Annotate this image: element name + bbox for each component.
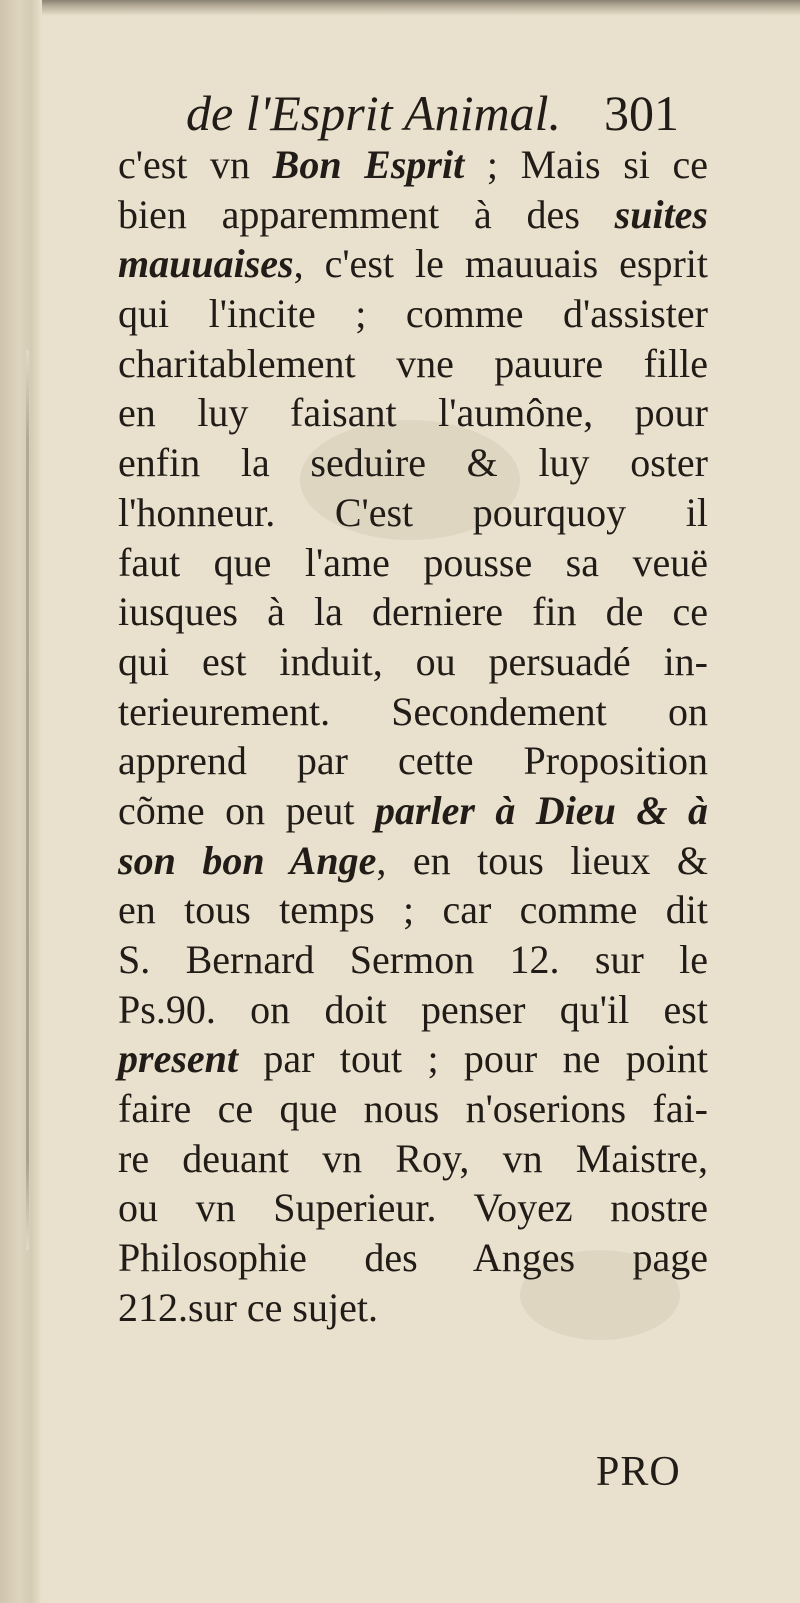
text-line bbox=[118, 637, 708, 687]
binding-shadow bbox=[26, 350, 29, 1250]
text-segment: faire ce que nous n'oserions fai- bbox=[118, 1086, 708, 1132]
text-line bbox=[118, 687, 708, 737]
page-top-edge bbox=[0, 0, 800, 16]
text-line bbox=[118, 339, 708, 389]
text-segment: c'est vn bbox=[118, 142, 273, 187]
text-line bbox=[118, 488, 708, 538]
catchword: PRO bbox=[596, 1449, 681, 1495]
italic-phrase: mauuaises bbox=[118, 241, 294, 287]
page-text-block bbox=[118, 86, 708, 1333]
book-gutter bbox=[0, 0, 42, 1603]
text-line bbox=[118, 1233, 708, 1283]
text-line bbox=[118, 1084, 708, 1134]
text-segment: en tous temps ; car comme dit bbox=[118, 887, 708, 933]
text-line bbox=[118, 438, 708, 488]
text-line bbox=[118, 538, 708, 588]
text-segment: Ps.90. on doit penser qu'il est bbox=[118, 986, 708, 1032]
text-line bbox=[118, 1034, 708, 1084]
italic-phrase: Bon Esprit bbox=[272, 142, 465, 187]
text-line bbox=[118, 1183, 708, 1233]
text-segment: , c'est le mauuais esprit bbox=[293, 241, 708, 287]
text-line bbox=[118, 736, 708, 786]
text-segment: apprend par cette Proposition bbox=[118, 738, 708, 784]
text-segment: qui l'incite ; comme d'assister bbox=[118, 291, 708, 337]
text-segment: 212.sur ce sujet. bbox=[118, 1284, 378, 1330]
text-line bbox=[118, 289, 708, 339]
text-segment: en luy faisant l'aumône, pour bbox=[118, 390, 708, 436]
text-segment: S. Bernard Sermon 12. sur le bbox=[118, 937, 708, 982]
running-head: de l'Esprit Animal. bbox=[186, 85, 562, 141]
italic-phrase: present bbox=[118, 1036, 238, 1082]
text-line bbox=[118, 985, 708, 1035]
text-segment: , en tous lieux & bbox=[376, 837, 708, 883]
text-segment: qui est induit, ou persuadé in- bbox=[118, 638, 708, 684]
text-segment: re deuant vn Roy, vn Maistre, bbox=[118, 1135, 708, 1181]
text-line bbox=[118, 239, 708, 289]
text-segment: terieurement. Secondement on bbox=[118, 688, 708, 734]
text-line bbox=[118, 190, 708, 240]
text-segment: faut que l'ame pousse sa veuë bbox=[118, 539, 708, 585]
text-line bbox=[118, 836, 708, 886]
text-line bbox=[118, 1283, 708, 1333]
text-segment: bien apparemment à des bbox=[118, 191, 615, 237]
text-segment: cõme on peut bbox=[118, 787, 375, 833]
text-line bbox=[118, 935, 708, 985]
text-line bbox=[118, 140, 708, 190]
text-segment: par tout ; pour ne point bbox=[238, 1036, 708, 1082]
text-segment: ou vn Superieur. Voyez nostre bbox=[118, 1185, 708, 1231]
body-text bbox=[118, 140, 708, 1333]
text-segment: l'honneur. C'est pourquoy il bbox=[118, 489, 708, 535]
text-line bbox=[118, 388, 708, 438]
text-line bbox=[118, 587, 708, 637]
page-number: 301 bbox=[604, 85, 679, 141]
text-segment: enfin la seduire & luy oster bbox=[118, 440, 708, 486]
text-line bbox=[118, 786, 708, 836]
page-header bbox=[118, 86, 708, 140]
text-line bbox=[118, 1134, 708, 1184]
text-segment: Philosophie des Anges page bbox=[118, 1235, 708, 1281]
italic-phrase: son bon Ange bbox=[118, 837, 377, 883]
italic-phrase: parler à Dieu & à bbox=[374, 787, 708, 833]
text-line bbox=[118, 885, 708, 935]
text-segment: iusques à la derniere fin de ce bbox=[118, 589, 708, 635]
text-segment: ; Mais si ce bbox=[464, 142, 708, 187]
italic-phrase: suites bbox=[614, 191, 708, 237]
text-segment: charitablement vne pauure fille bbox=[118, 340, 708, 386]
